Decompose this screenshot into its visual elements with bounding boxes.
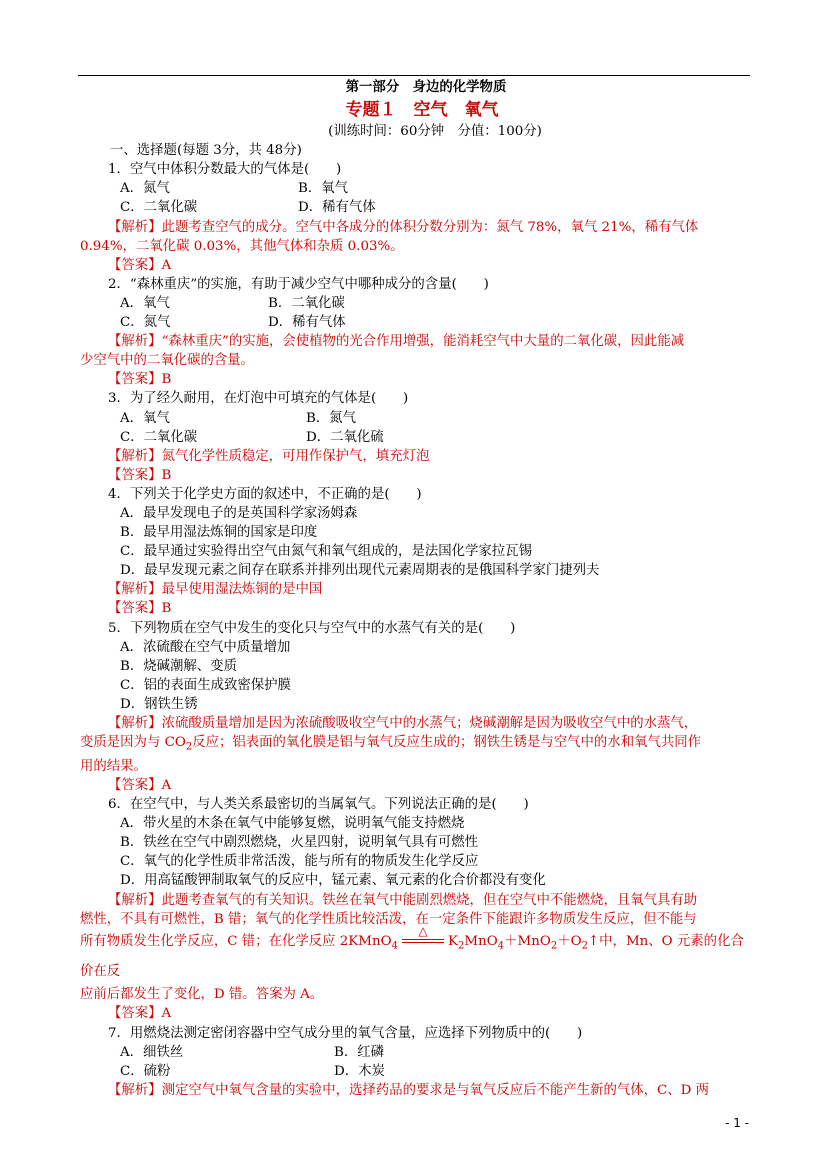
analysis-text: “森林重庆”的实施，会使植物的光合作用增强，能消耗空气中大量的二氧化碳，因此能减 bbox=[161, 334, 685, 350]
question-5-answer: 【答案】A bbox=[108, 777, 172, 793]
question-4-answer: 【答案】B bbox=[108, 601, 172, 617]
page-number: - 1 - bbox=[725, 1116, 749, 1130]
training-meta: (训练时间：60分钟 分值：100分) bbox=[328, 124, 542, 140]
option-d: D．钢铁生锈 bbox=[120, 696, 198, 712]
question-2-stem: 2．“森林重庆”的实施，有助于减少空气中哪种成分的含量( ) bbox=[108, 276, 489, 292]
option-c: C．氧气的化学性质非常活泼，能与所有的物质发生化学反应 bbox=[120, 854, 479, 870]
subscript: 2 bbox=[550, 940, 558, 952]
heat-triangle-icon: △ bbox=[418, 923, 428, 938]
subscript: 4 bbox=[497, 940, 505, 952]
analysis-text: 所有物质发生化学反应，C 错；在化学反应 2KMnO bbox=[80, 933, 392, 949]
analysis-tag: 【解析】 bbox=[108, 716, 162, 731]
section-heading: 一、选择题(每题 3分，共 48分) bbox=[110, 143, 302, 159]
question-3-options-row1 bbox=[80, 409, 750, 428]
analysis-text: 浓硫酸质量增加是因为浓硫酸吸收空气中的水蒸气；烧碱潮解是因为吸收空气中的水蒸气， bbox=[161, 716, 698, 731]
question-1-options-row1 bbox=[80, 179, 750, 198]
question-5-analysis-cont bbox=[80, 733, 750, 757]
option-d: D．稀有气体 bbox=[298, 200, 376, 216]
analysis-text: 氮气化学性质稳定，可用作保护气，填充灯泡 bbox=[161, 448, 430, 464]
option-a: A．氧气 bbox=[120, 295, 170, 311]
question-6-stem: 6．在空气中，与人类关系最密切的当属氧气。下列说法正确的是( ) bbox=[108, 797, 529, 813]
part-title: 第一部分 身边的化学物质 bbox=[345, 79, 507, 95]
analysis-tag: 【解析】 bbox=[108, 219, 162, 235]
subscript: 2 bbox=[458, 940, 465, 952]
option-a: A．最早发现电子的是英国科学家汤姆森 bbox=[120, 505, 358, 521]
option-a: A．浓硫酸在空气中质量增加 bbox=[120, 639, 291, 655]
question-2-analysis bbox=[80, 332, 750, 351]
analysis-text: ＋MnO bbox=[504, 933, 551, 949]
option-b: B．红磷 bbox=[334, 1044, 385, 1060]
subscript: 2 bbox=[185, 741, 193, 753]
question-1-analysis-cont: 0.94%，二氧化碳 0.03%，其他气体和杂质 0.03%。 bbox=[80, 238, 404, 254]
option-b: B．氮气 bbox=[306, 410, 357, 426]
question-1-stem: 1．空气中体积分数最大的气体是( ) bbox=[108, 162, 342, 178]
analysis-tag: 【解析】 bbox=[108, 334, 162, 350]
question-6-analysis-cont: 燃性，不具有可燃性，B 错；氧气的化学性质比较活泼，在一定条件下能跟许多物质发生反应，但不能与 bbox=[80, 911, 697, 927]
option-c: C．二氧化碳 bbox=[120, 429, 198, 445]
question-1-options-row2 bbox=[80, 198, 750, 217]
analysis-text: 此题考查氧气的有关知识。铁丝在氧气中能剧烈燃烧，但在空气中不能燃烧，且氧气具有助 bbox=[161, 892, 698, 908]
option-d: D．用高锰酸钾制取氧气的反应中，锰元素、氧元素的化合价都没有变化 bbox=[120, 873, 546, 889]
question-6-answer: 【答案】A bbox=[108, 1006, 172, 1022]
question-1-answer: 【答案】A bbox=[108, 257, 172, 273]
option-a: A．带火星的木条在氧气中能够复燃，说明氧气能支持燃烧 bbox=[120, 816, 465, 832]
question-2-options-row1 bbox=[80, 294, 750, 313]
option-b: B．烧碱潮解、变质 bbox=[120, 658, 237, 674]
analysis-tag: 【解析】 bbox=[108, 448, 162, 464]
analysis-text: ＋O bbox=[557, 933, 582, 949]
option-b: B．氧气 bbox=[298, 181, 349, 197]
question-5-stem: 5．下列物质在空气中发生的变化只与空气中的水蒸气有关的是( ) bbox=[108, 620, 516, 636]
question-4-analysis bbox=[80, 580, 750, 599]
analysis-text: 最早使用湿法炼铜的是中国 bbox=[161, 582, 323, 598]
question-6-equation-line bbox=[80, 923, 750, 986]
question-4-stem: 4．下列关于化学史方面的叙述中，不正确的是( ) bbox=[108, 486, 422, 502]
question-3-analysis bbox=[80, 447, 750, 466]
option-b: B．最早用湿法炼铜的国家是印度 bbox=[120, 525, 318, 541]
option-b: B．铁丝在空气中剧烈燃烧，火星四射，说明氧气具有可燃性 bbox=[120, 835, 478, 851]
question-7-options-row1 bbox=[80, 1043, 750, 1062]
question-3-answer: 【答案】B bbox=[108, 467, 172, 483]
analysis-tag: 【解析】 bbox=[108, 582, 162, 598]
analysis-text: MnO bbox=[464, 933, 498, 949]
topic-title: 专题１ 空气 氧气 bbox=[345, 100, 499, 121]
subscript: 4 bbox=[391, 940, 398, 952]
option-c: C．硫粉 bbox=[120, 1063, 171, 1079]
question-7-options-row2 bbox=[80, 1062, 750, 1081]
option-d: D．最早发现元素之间存在联系并排列出现代元素周期表的是俄国科学家门捷列夫 bbox=[120, 563, 600, 579]
analysis-text: 变质是因为与 CO bbox=[80, 735, 186, 751]
subscript: 2 bbox=[581, 940, 588, 952]
option-c: C．最早通过实验得出空气由氮气和氧气组成的，是法国化学家拉瓦锡 bbox=[120, 544, 532, 560]
option-c: C．氮气 bbox=[120, 315, 171, 331]
question-6-analysis bbox=[80, 891, 750, 910]
question-3-stem: 3．为了经久耐用，在灯泡中可填充的气体是( ) bbox=[108, 391, 409, 407]
question-2-options-row2 bbox=[80, 313, 750, 332]
analysis-tag: 【解析】 bbox=[108, 892, 162, 908]
analysis-text: 测定空气中氧气含量的实验中，选择药品的要求是与氧气反应后不能产生新的气体，C、D 两 bbox=[161, 1082, 710, 1098]
option-b: B．二氧化碳 bbox=[268, 295, 345, 311]
analysis-text: K bbox=[448, 933, 459, 949]
question-5-analysis-end: 用的结果。 bbox=[80, 758, 147, 774]
option-d: D．二氧化硫 bbox=[306, 429, 384, 445]
question-2-analysis-cont: 少空气中的二氧化碳的含量。 bbox=[80, 353, 255, 369]
analysis-tag: 【解析】 bbox=[108, 1082, 162, 1098]
analysis-text: 反应；铝表面的氧化膜是铝与氧气反应生成的；钢铁生锈是与空气中的水和氧气共同作 bbox=[192, 735, 702, 751]
option-a: A．细铁丝 bbox=[120, 1044, 184, 1060]
question-7-stem: 7．用燃烧法测定密闭容器中空气成分里的氧气含量，应选择下列物质中的( ) bbox=[108, 1025, 583, 1041]
question-2-answer: 【答案】B bbox=[108, 372, 172, 388]
question-6-analysis-end: 应前后都发生了变化，D 错。答案为 A。 bbox=[80, 987, 324, 1003]
option-a: A．氧气 bbox=[120, 410, 170, 426]
document-body bbox=[80, 78, 750, 1100]
reaction-arrow bbox=[400, 923, 446, 948]
header-rule bbox=[78, 75, 750, 76]
question-3-options-row2 bbox=[80, 428, 750, 447]
question-5-analysis bbox=[80, 714, 750, 733]
question-7-analysis bbox=[80, 1081, 750, 1100]
option-a: A．氮气 bbox=[120, 181, 170, 197]
analysis-text: 此题考查空气的成分。空气中各成分的体积分数分别为：氮气 78%，氧气 21%，稀有气体 bbox=[161, 219, 699, 235]
option-d: D．木炭 bbox=[334, 1063, 385, 1079]
option-c: C．二氧化碳 bbox=[120, 200, 198, 216]
analysis-text: ↑中，Mn、O 元素的化合价在反 bbox=[80, 933, 744, 980]
option-c: C．铝的表面生成致密保护膜 bbox=[120, 677, 291, 693]
option-d: D．稀有气体 bbox=[268, 315, 346, 331]
question-1-analysis bbox=[80, 218, 750, 237]
